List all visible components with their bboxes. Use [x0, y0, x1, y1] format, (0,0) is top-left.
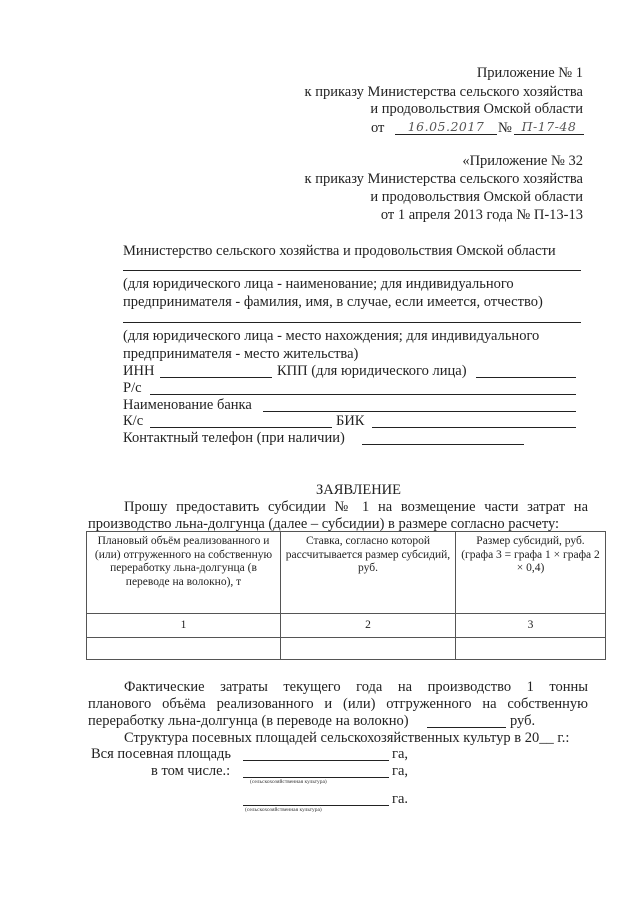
header-planned-volume: Плановый объём реализованного и (или) отгруженного на собственную переработку льна-долгунца (в переводе на волокно), т	[87, 532, 281, 614]
total-area-field[interactable]	[243, 760, 389, 761]
column-number-1: 1	[87, 614, 281, 638]
phone-label: Контактный телефон (при наличии)	[123, 430, 345, 446]
input-cell-volume[interactable]	[87, 638, 281, 660]
statement-title: ЗАЯВЛЕНИЕ	[315, 482, 402, 498]
column-number-3: 3	[456, 614, 606, 638]
appendix1-title: Приложение № 1	[476, 65, 583, 81]
number-prefix: №	[498, 120, 512, 136]
kpp-field[interactable]	[476, 377, 576, 378]
kpp-label: КПП (для юридического лица)	[277, 363, 467, 379]
table-input-row[interactable]	[87, 638, 606, 660]
appendix32-title: «Приложение № 32	[462, 153, 583, 169]
address-hint-line1: (для юридического лица - место нахождения; для индивидуального	[123, 328, 540, 344]
crop2-area-field[interactable]	[243, 805, 389, 806]
inn-label: ИНН	[123, 363, 155, 379]
inn-field[interactable]	[160, 377, 272, 378]
name-hint-line2: предпринимателя - фамилия, имя, в случае, если имеется, отчество)	[123, 294, 543, 310]
table-number-row	[87, 614, 606, 638]
name-hint-line1: (для юридического лица - наименование; для индивидуального	[123, 276, 514, 292]
ks-label: К/с	[123, 413, 144, 429]
crop1-area-field[interactable]	[243, 777, 389, 778]
header-rate: Ставка, согласно которой рассчитывается размер субсидий, руб.	[281, 532, 456, 614]
statement-request-line1: Прошу предоставить субсидии № 1 на возмещение части затрат на	[124, 499, 588, 515]
appendix1-line2: к приказу Министерства сельского хозяйства	[304, 84, 583, 100]
costs-line2: планового объёма реализованного и (или) отгруженного на собственную	[88, 696, 588, 712]
bik-field[interactable]	[372, 427, 576, 428]
subsidy-calculation-table	[86, 531, 606, 660]
statement-request-line2: производство льна-долгунца (далее – субсидии) в размере согласно расчету:	[88, 516, 560, 532]
appendix32-line4: от 1 апреля 2013 года № П-13-13	[380, 207, 583, 223]
column-number-2: 2	[281, 614, 456, 638]
applicant-name-field[interactable]	[123, 270, 581, 271]
costs-unit: руб.	[510, 713, 536, 729]
ha-unit-3: га.	[392, 791, 409, 807]
bank-label: Наименование банка	[123, 397, 252, 413]
applicant-address-field[interactable]	[123, 322, 581, 323]
input-cell-rate[interactable]	[281, 638, 456, 660]
rs-field[interactable]	[150, 394, 576, 395]
including-label: в том числе.:	[151, 763, 231, 779]
structure-title: Структура посевных площадей сельскохозяйственных культур в 20__ г.:	[124, 730, 570, 746]
rs-label: Р/с	[123, 380, 142, 396]
bik-label: БИК	[336, 413, 365, 429]
appendix1-line3: и продовольствия Омской области	[370, 101, 583, 117]
phone-field[interactable]	[362, 444, 524, 445]
ha-unit-2: га,	[392, 763, 409, 779]
input-cell-subsidy[interactable]	[456, 638, 606, 660]
addressee: Министерство сельского хозяйства и продовольствия Омской области	[123, 243, 556, 259]
total-area-label: Вся посевная площадь	[91, 746, 231, 762]
ks-field[interactable]	[150, 427, 332, 428]
crop-hint-2: (сельскохозяйственная культура)	[245, 807, 322, 813]
appendix32-line2: к приказу Министерства сельского хозяйства	[304, 171, 583, 187]
date-prefix: от	[371, 120, 385, 136]
date-handwritten: 16.05.2017	[395, 119, 497, 135]
header-subsidy-size: Размер субсидий, руб. (графа 3 = графа 1 × графа 2 × 0,4)	[456, 532, 606, 614]
address-hint-line2: предпринимателя - место жительства)	[123, 346, 359, 362]
bank-field[interactable]	[263, 411, 576, 412]
actual-costs-field[interactable]	[427, 727, 506, 728]
ha-unit-1: га,	[392, 746, 409, 762]
appendix32-line3: и продовольствия Омской области	[370, 189, 583, 205]
costs-line3-prefix: переработку льна-долгунца (в переводе на волокно)	[88, 713, 409, 729]
order-number-handwritten: П-17-48	[514, 119, 584, 135]
costs-line1: Фактические затраты текущего года на производство 1 тонны	[124, 679, 588, 695]
table-header-row	[87, 532, 606, 614]
crop-hint-1: (сельскохозяйственная культура)	[250, 779, 327, 785]
